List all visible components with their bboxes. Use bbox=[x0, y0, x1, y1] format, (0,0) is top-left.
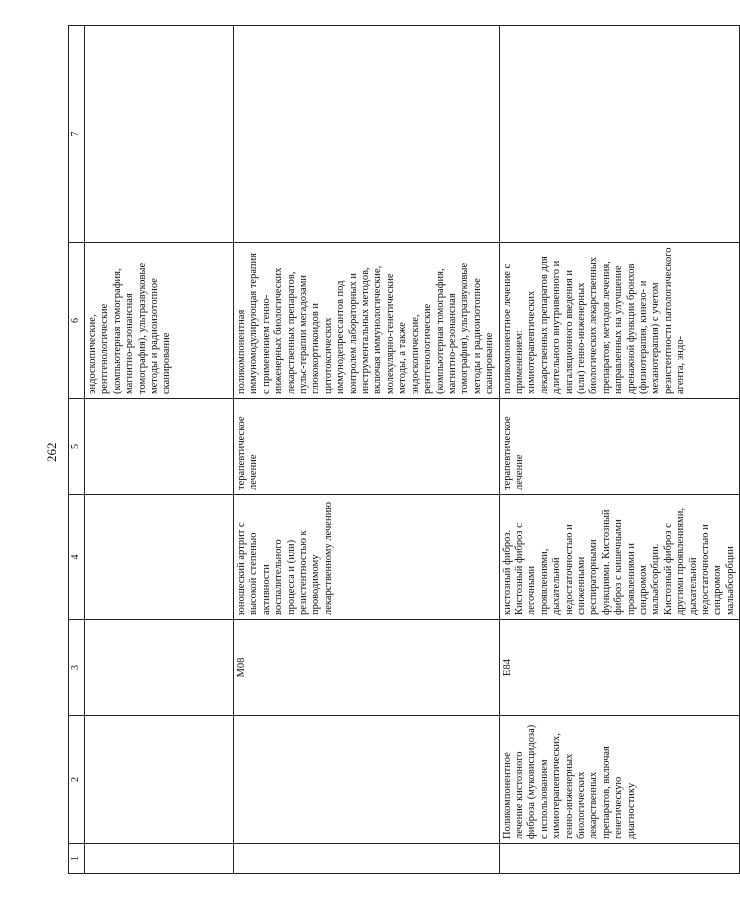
code-cell: E84 bbox=[499, 620, 740, 716]
treatment-type-cell: терапевтическое лечение bbox=[499, 399, 740, 495]
name-cell: Поликомпонентное лечение кистозного фиброза (муковисцидоза) с использованием химиотерапевтических, генно-инженерных биологических лекарственных препаратов, включая генетическую диагностику bbox=[499, 716, 740, 844]
method-cell: поликомпонентная иммуномодулирующая терапия с применением генно-инженерных биологических лекарственных препаратов, пульс-терапии мегадозами глюкокортикоидов и цитотоксических иммунодепрессантов под контролем лабораторных и инструментальных методов, включая иммунологические, молекулярно-генетические методы, а также эндоскопические, рентгенологические (компьютерная томография, магнитно-резонансная томография), ультразвуковые методы и радиоизотопное сканирование bbox=[234, 243, 500, 399]
diagnosis-cell bbox=[85, 495, 234, 620]
column-number: 7 bbox=[69, 26, 85, 243]
column-number-row bbox=[69, 26, 85, 874]
row-number-cell bbox=[499, 844, 740, 874]
diagnosis-cell: юношеский артрит с высокой степенью активности воспалительного процесса и (или) резистентностью к проводимому лекарственному лечению bbox=[234, 495, 500, 620]
table-row bbox=[85, 26, 234, 874]
table-row bbox=[499, 26, 740, 874]
page-number: 262 bbox=[44, 442, 59, 462]
method-cell: поликомпонентное лечение с применением: химиотерапевтических лекарственных препаратов для длительного внутривенного и ингаляционного введения и (или) генно-инженерных биологических лекарственных препаратов; методов лечения, направленных на улучшение дренажной функции бронхов (физиотерапия, кинезо- и механотерапия) с учетом резистентности патологического агента, эндо- bbox=[499, 243, 740, 399]
treatment-type-cell bbox=[85, 399, 234, 495]
treatment-type-cell: терапевтическое лечение bbox=[234, 399, 500, 495]
code-cell: M08 bbox=[234, 620, 500, 716]
column-number: 3 bbox=[69, 620, 85, 716]
column-number: 6 bbox=[69, 243, 85, 399]
row-number-cell bbox=[234, 844, 500, 874]
cost-cell bbox=[234, 26, 500, 243]
column-number: 5 bbox=[69, 399, 85, 495]
column-number: 1 bbox=[69, 844, 85, 874]
diagnosis-cell: кистозный фиброз. Кистозный фиброз с легочными проявлениями, дыхательной недостаточностью и сниженными респираторными функциями. Кистозный фиброз с кишечными проявлениями и синдромом мальабсорбции. Кистозный фиброз с другими проявлениями, дыхательной недостаточностью и синдромом мальабсорбции bbox=[499, 495, 740, 620]
treatment-table bbox=[68, 25, 740, 874]
name-cell bbox=[234, 716, 500, 844]
cost-cell bbox=[499, 26, 740, 243]
rotated-table-container bbox=[68, 26, 736, 874]
column-number: 4 bbox=[69, 495, 85, 620]
row-number-cell bbox=[85, 844, 234, 874]
cost-cell bbox=[85, 26, 234, 243]
method-cell: эндоскопические, рентгенологические (компьютерная томография, магнитно-резонансная томография), ультразвуковые методы и радиоизотопное сканирование bbox=[85, 243, 234, 399]
column-number: 2 bbox=[69, 716, 85, 844]
name-cell bbox=[85, 716, 234, 844]
code-cell bbox=[85, 620, 234, 716]
table-row bbox=[234, 26, 500, 874]
